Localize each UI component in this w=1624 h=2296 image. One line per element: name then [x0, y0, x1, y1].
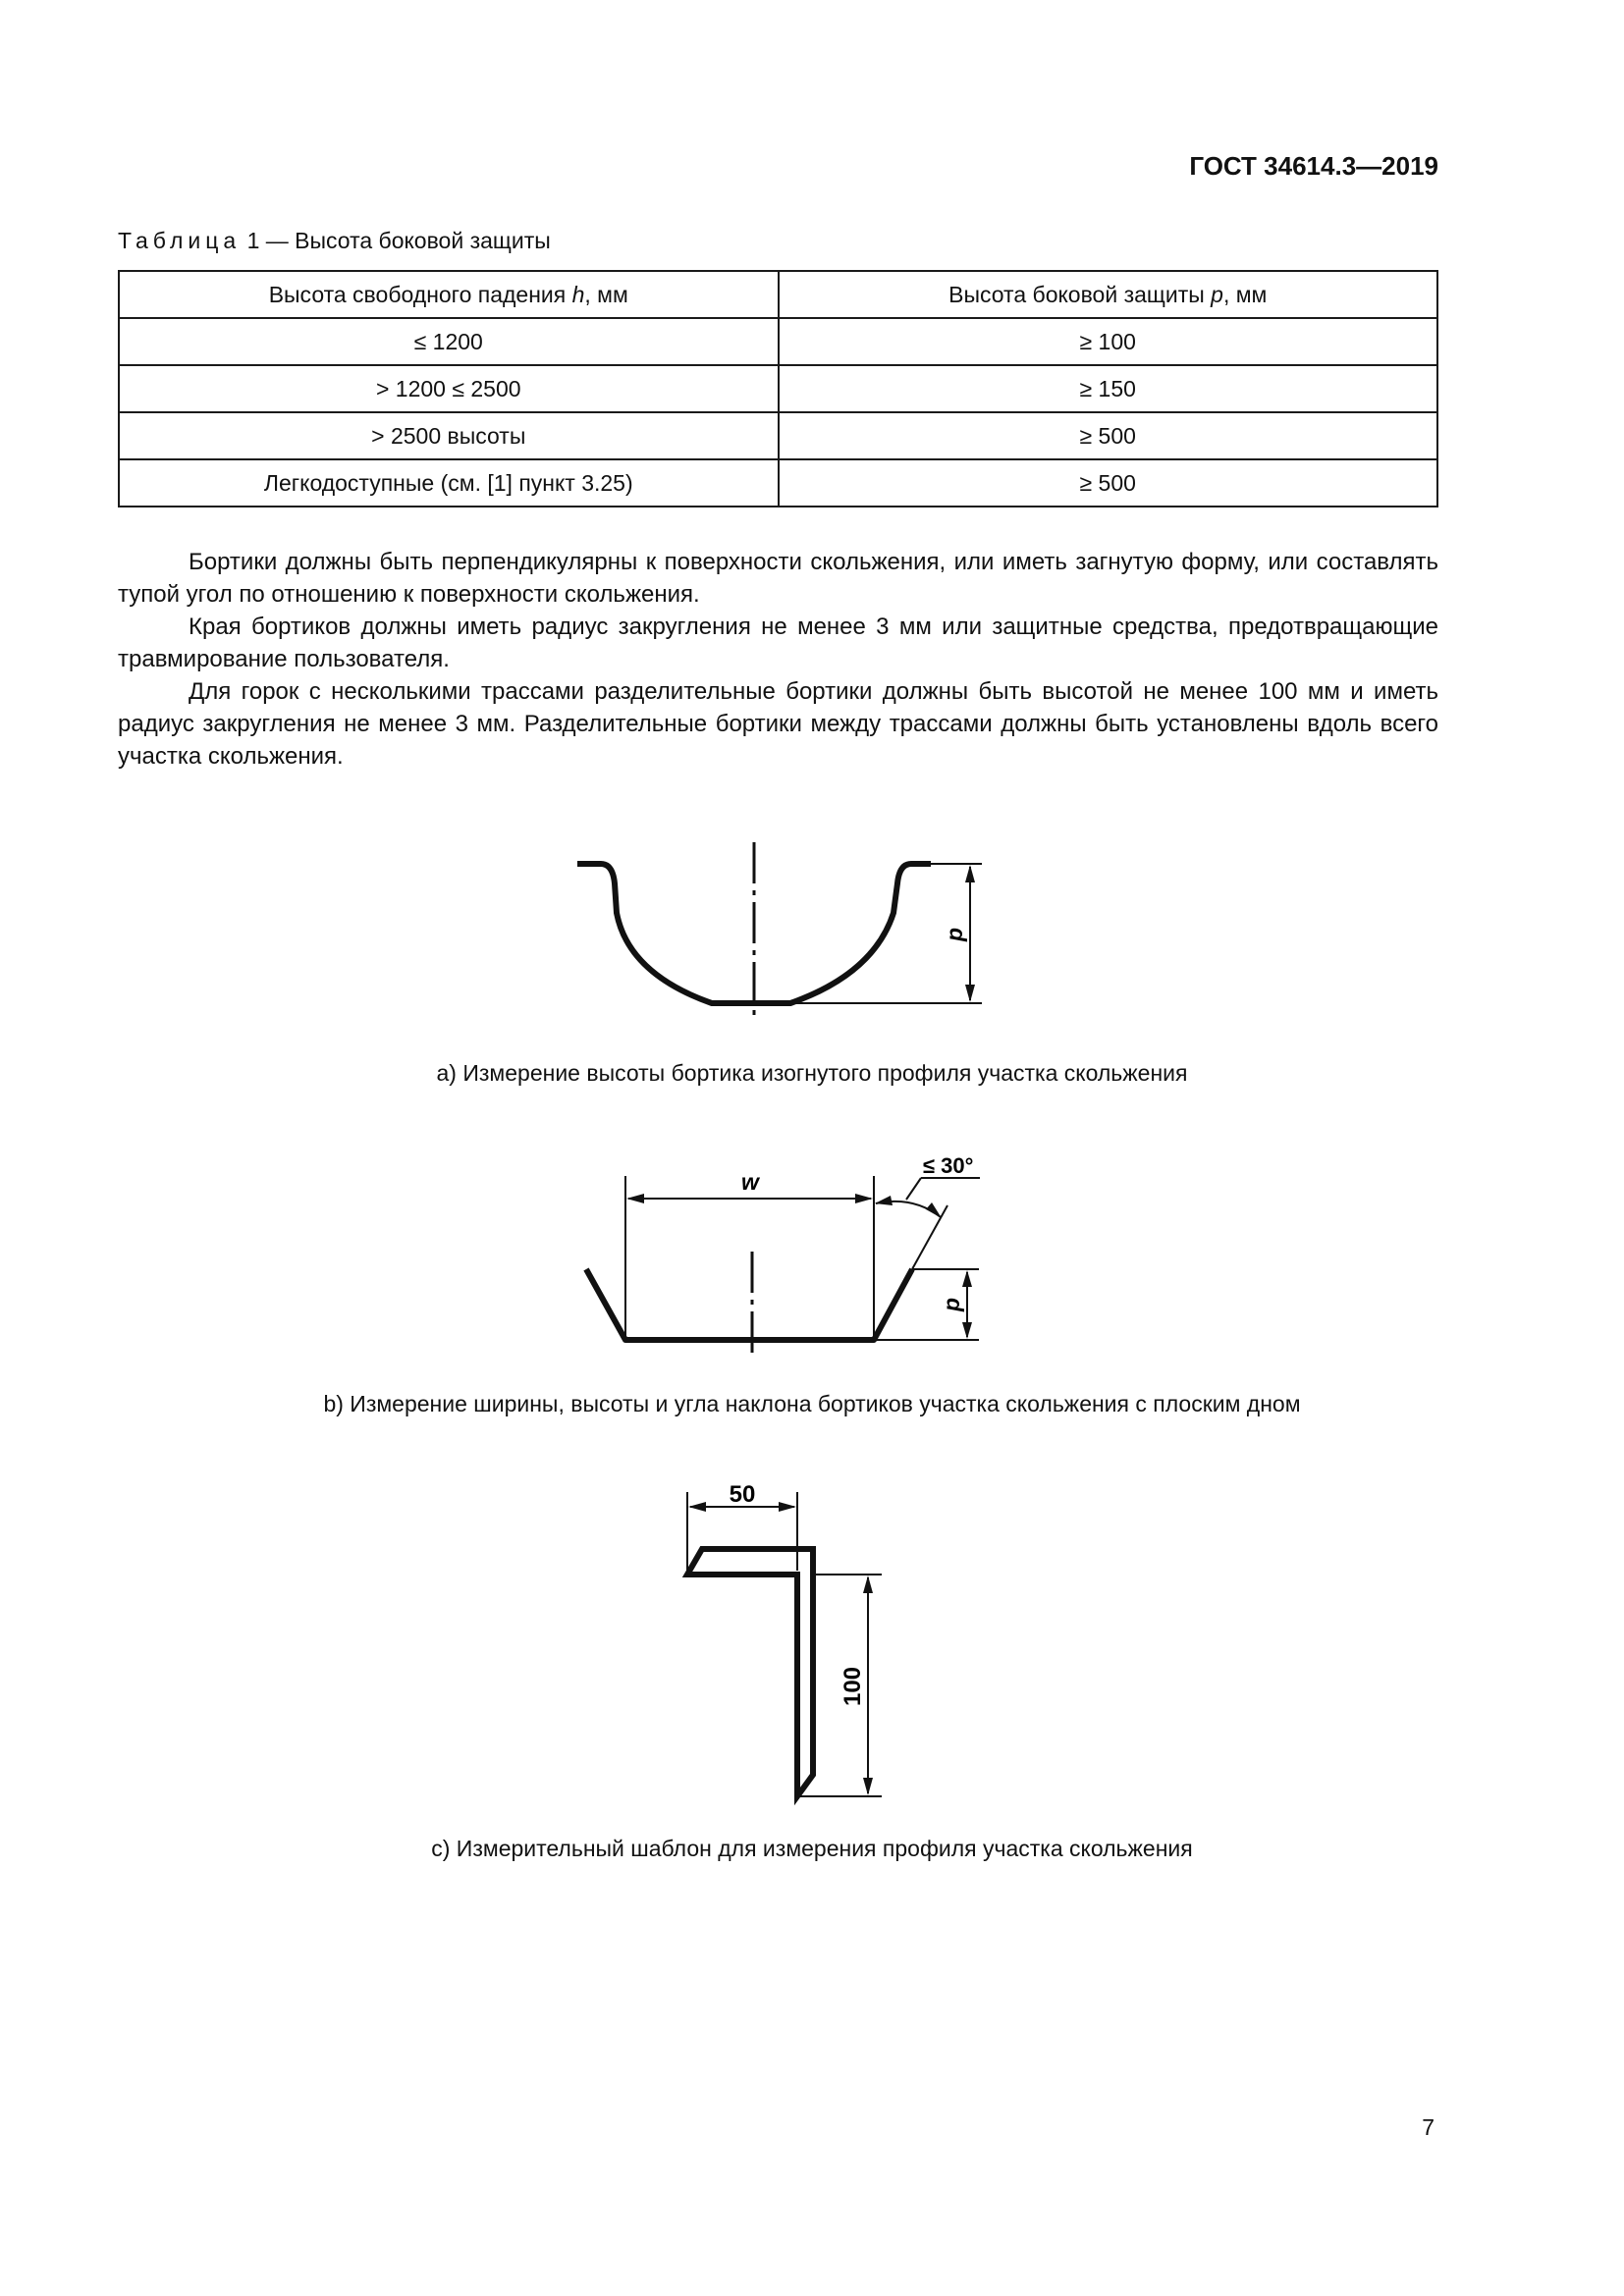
paragraph-multi-lane: Для горок с несколькими трассами разделительные бортики должны быть высотой не менее 100 мм и иметь радиус закругления не менее 3 мм. Разделительные бортики между трассами должны быть установлены вдоль всего участка скольжения.	[118, 678, 1438, 770]
cell-protection-height: ≥ 100	[779, 318, 1438, 365]
figure-a-caption: a) Измерение высоты бортика изогнутого профиля участка скольжения	[436, 1060, 1188, 1086]
cell-fall-height: > 1200 ≤ 2500	[119, 365, 779, 412]
header-text: Высота боковой защиты	[948, 281, 1212, 307]
label-w: w	[741, 1169, 759, 1195]
cell-fall-height: ≤ 1200	[119, 318, 779, 365]
figure-b-caption: b) Измерение ширины, высоты и угла наклона бортиков участка скольжения с плоским дном	[323, 1391, 1301, 1416]
label-p: p	[942, 927, 967, 942]
table-caption-title: 1 — Высота боковой защиты	[241, 228, 551, 253]
cell-fall-height: > 2500 высоты	[119, 412, 779, 459]
label-p: p	[939, 1297, 964, 1312]
standard-number: ГОСТ 34614.3—2019	[1189, 151, 1438, 181]
paragraph-edge-radius: Края бортиков должны иметь радиус закругления не менее 3 мм или защитные средства, предотвращающие травмирование пользователя.	[118, 614, 1438, 672]
table-caption-label: Таблица	[118, 228, 242, 253]
cell-protection-height: ≥ 500	[779, 459, 1438, 507]
arrowhead-left	[688, 1502, 706, 1512]
label-angle: ≤ 30°	[923, 1153, 974, 1178]
header-variable: p	[1211, 281, 1223, 307]
arrowhead-down	[863, 1778, 873, 1795]
header-text: Высота свободного падения	[268, 281, 572, 307]
cell-fall-height: Легкодоступные (см. [1] пункт 3.25)	[119, 459, 779, 507]
cell-protection-height: ≥ 150	[779, 365, 1438, 412]
page-number: 7	[1422, 2114, 1435, 2140]
arrowhead-up	[863, 1575, 873, 1593]
header-unit: , мм	[1222, 281, 1268, 307]
label-height-100: 100	[839, 1666, 866, 1707]
cell-protection-height: ≥ 500	[779, 412, 1438, 459]
figure-c-caption: c) Измерительный шаблон для измерения профиля участка скольжения	[431, 1836, 1193, 1861]
label-width-50: 50	[729, 1481, 756, 1508]
header-variable: h	[571, 281, 585, 307]
arrowhead-right	[779, 1502, 796, 1512]
header-unit: , мм	[584, 281, 628, 307]
paragraph-perpendicular-edges: Бортики должны быть перпендикулярны к поверхности скольжения, или иметь загнутую форму, или составлять тупой угол по отношению к поверхности скольжения.	[118, 549, 1438, 608]
template-outline	[687, 1549, 813, 1796]
